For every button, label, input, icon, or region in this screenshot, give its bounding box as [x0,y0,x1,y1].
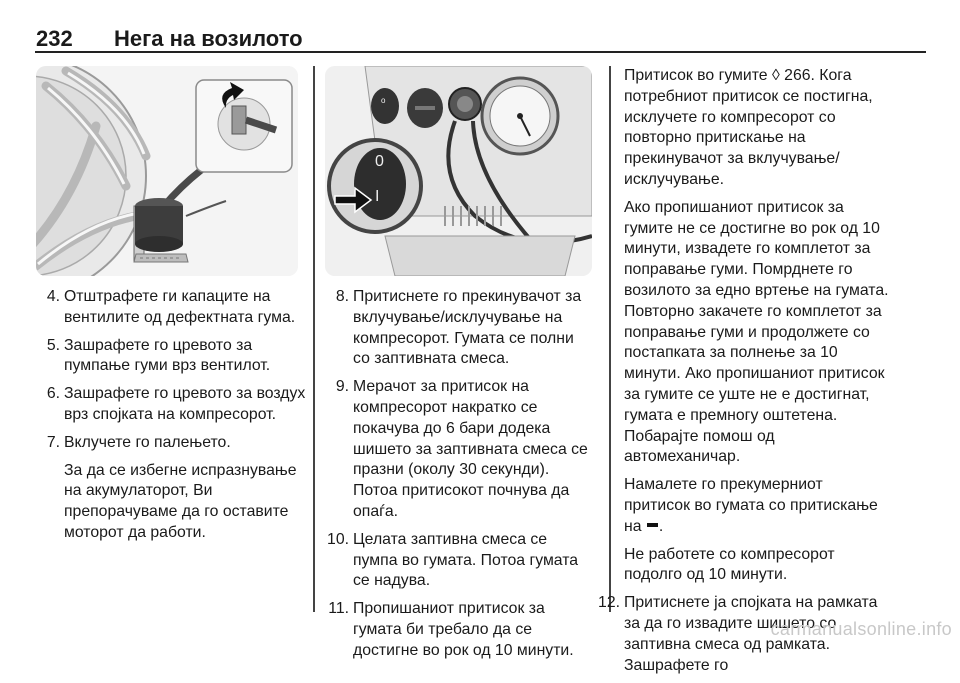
svg-text:I: I [375,188,380,205]
paragraph-reduce-pressure [624,475,890,537]
header-rule [35,51,926,53]
step-11 [325,599,595,661]
page-title: Нега на возилото [114,26,303,51]
column-middle [325,287,595,669]
reduce-pressure-end: . [658,517,664,535]
step-text: Пропишаниот притисок за гумата би требало да се достигне во рок од 10 минути. [353,600,574,659]
step-text: Отштрафете ги капаците на вентилите од дефектната гума. [64,288,296,326]
column-rule-left [313,66,315,612]
step-number: 7. [46,433,60,451]
column-left [36,287,306,551]
compressor-switch-illustration [325,66,592,276]
step-text: Вклучете го палењето. [64,433,231,451]
svg-text:0: 0 [375,153,384,170]
step-6 [36,384,306,426]
column-right [598,66,890,683]
step-number: 10. [327,530,349,548]
step-number: 6. [46,385,60,403]
paragraph-pressure-not-reached: Ако пропишаниот притисок за гумите не се достигне во рок од 10 минути, извадете го комплетот за поправање гуми. Помрднете го возилото за едно вртење на гумата. Повторно закачете го комплетот за поправање гуми и продолжете со постапката за полнење за 10 минути. Ако пропишаниот притисок за гумите се уште не е достигнат, гумата е премногу оштетена. Побарајте помош од автомеханичар. [624,198,889,466]
step-text: Притиснете ја спојката на рамката за да го извадите шишето со заптивна смеса од рамката. Зашрафете го [624,594,878,674]
step-number: 9. [335,378,349,396]
figure-compressor-switch [325,66,592,276]
svg-text:o: o [381,96,386,105]
figure-compressor-valve [36,66,298,276]
step-note: За да се избегне испразнување на акумулаторот, Ви препорачуваме да го оставите моторот да работи. [64,461,297,541]
step-number: 5. [46,336,60,354]
column-rule-right [609,66,611,612]
tire-valve-illustration [36,66,298,276]
step-5 [36,336,306,378]
step-number: 11. [328,600,349,618]
reduce-pressure-text: Намалете го прекумерниот притисок во гумата со притискање на [624,476,878,535]
paragraph-compressor-limit: Не работете со компресорот подолго од 10 минути. [624,545,835,584]
watermark: carmanualsonline.info [770,619,952,639]
step-8 [325,287,595,370]
step-text: Мерачот за притисок на компресорот накратко се покачува до 6 бари додека шишето за заптивната смеса се празни (околу 30 секунди). Потоа притисокот почнува да опаѓа. [353,378,588,520]
step-text: Зашрафете го цревото за пумпање гуми врз вентилот. [64,336,271,375]
step-text: Зашрафете го цревото за воздух врз спојката на компресорот. [64,385,306,423]
step-9 [325,377,595,523]
pressure-release-dash-icon [647,523,658,527]
step-text: Притиснете го прекинувачот за вклучување/исклучување на компресорот. Гумата се полни со заптивната смеса. [353,288,582,368]
step-text: Целата заптивна смеса се пумпа во гумата. Потоа гумата се надува. [353,530,579,590]
step-7 [36,433,306,544]
step-number: 8. [335,288,349,305]
step-4 [36,287,306,329]
step-number: 4. [46,288,60,305]
paragraph-pressure-reached: Притисок во гумите ◊ 266. Кога потребниот притисок се постигна, исклучете го компресорот со повторно притискање на прекинувачот за вклучување/исклучување. [624,67,873,188]
step-number: 12. [598,594,620,612]
page-number: 232 [36,26,73,51]
step-10 [325,530,595,592]
